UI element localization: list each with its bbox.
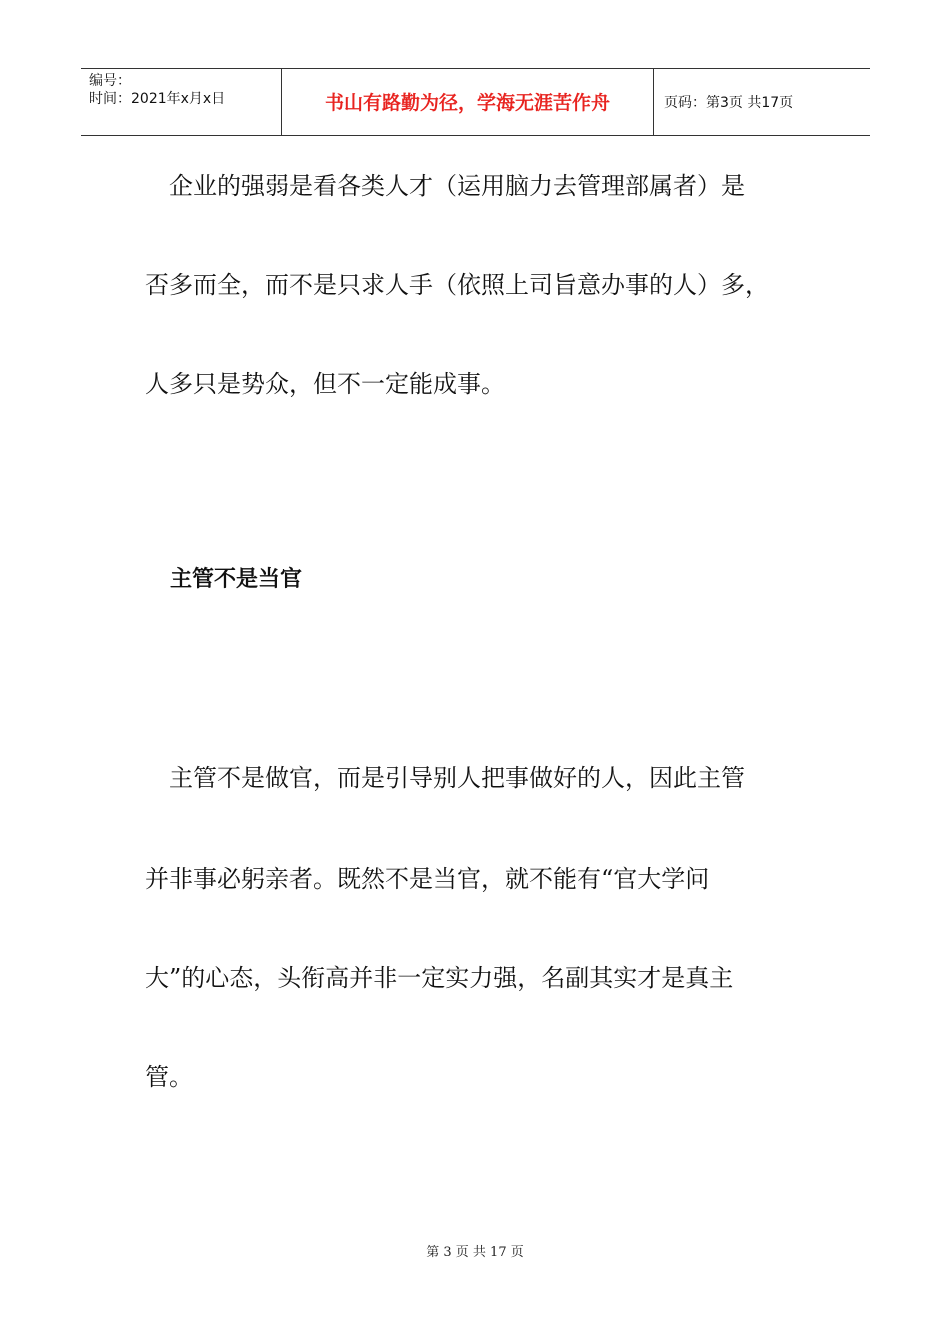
paragraph-line: 企业的强弱是看各类人才（运用脑力去管理部属者）是	[145, 172, 745, 200]
header-left-cell	[81, 69, 281, 135]
header-motto-cell	[281, 69, 654, 135]
header-right-cell	[654, 69, 870, 135]
paragraph-line: 管。	[145, 1063, 193, 1091]
paragraph-line: 大”的心态，头衔高并非一定实力强，名副其实才是真主	[145, 964, 734, 992]
paragraph-line: 否多而全，而不是只求人手（依照上司旨意办事的人）多，	[145, 271, 769, 299]
section-heading: 主管不是当官	[170, 567, 303, 592]
code-label: 编号：	[89, 73, 131, 89]
motto-text: 书山有路勤为径，学海无涯苦作舟	[324, 92, 610, 114]
paragraph-line: 主管不是做官，而是引导别人把事做好的人，因此主管	[145, 764, 745, 792]
page-info: 页码：第3页 共17页	[664, 95, 794, 111]
page-footer: 第 3 页 共 17 页	[426, 1245, 524, 1260]
date-text: 时间：2021年x月x日	[89, 91, 226, 107]
header-table	[81, 68, 870, 136]
paragraph-line: 并非事必躬亲者。既然不是当官，就不能有“官大学问	[145, 865, 710, 893]
paragraph-line: 人多只是势众，但不一定能成事。	[145, 370, 505, 398]
